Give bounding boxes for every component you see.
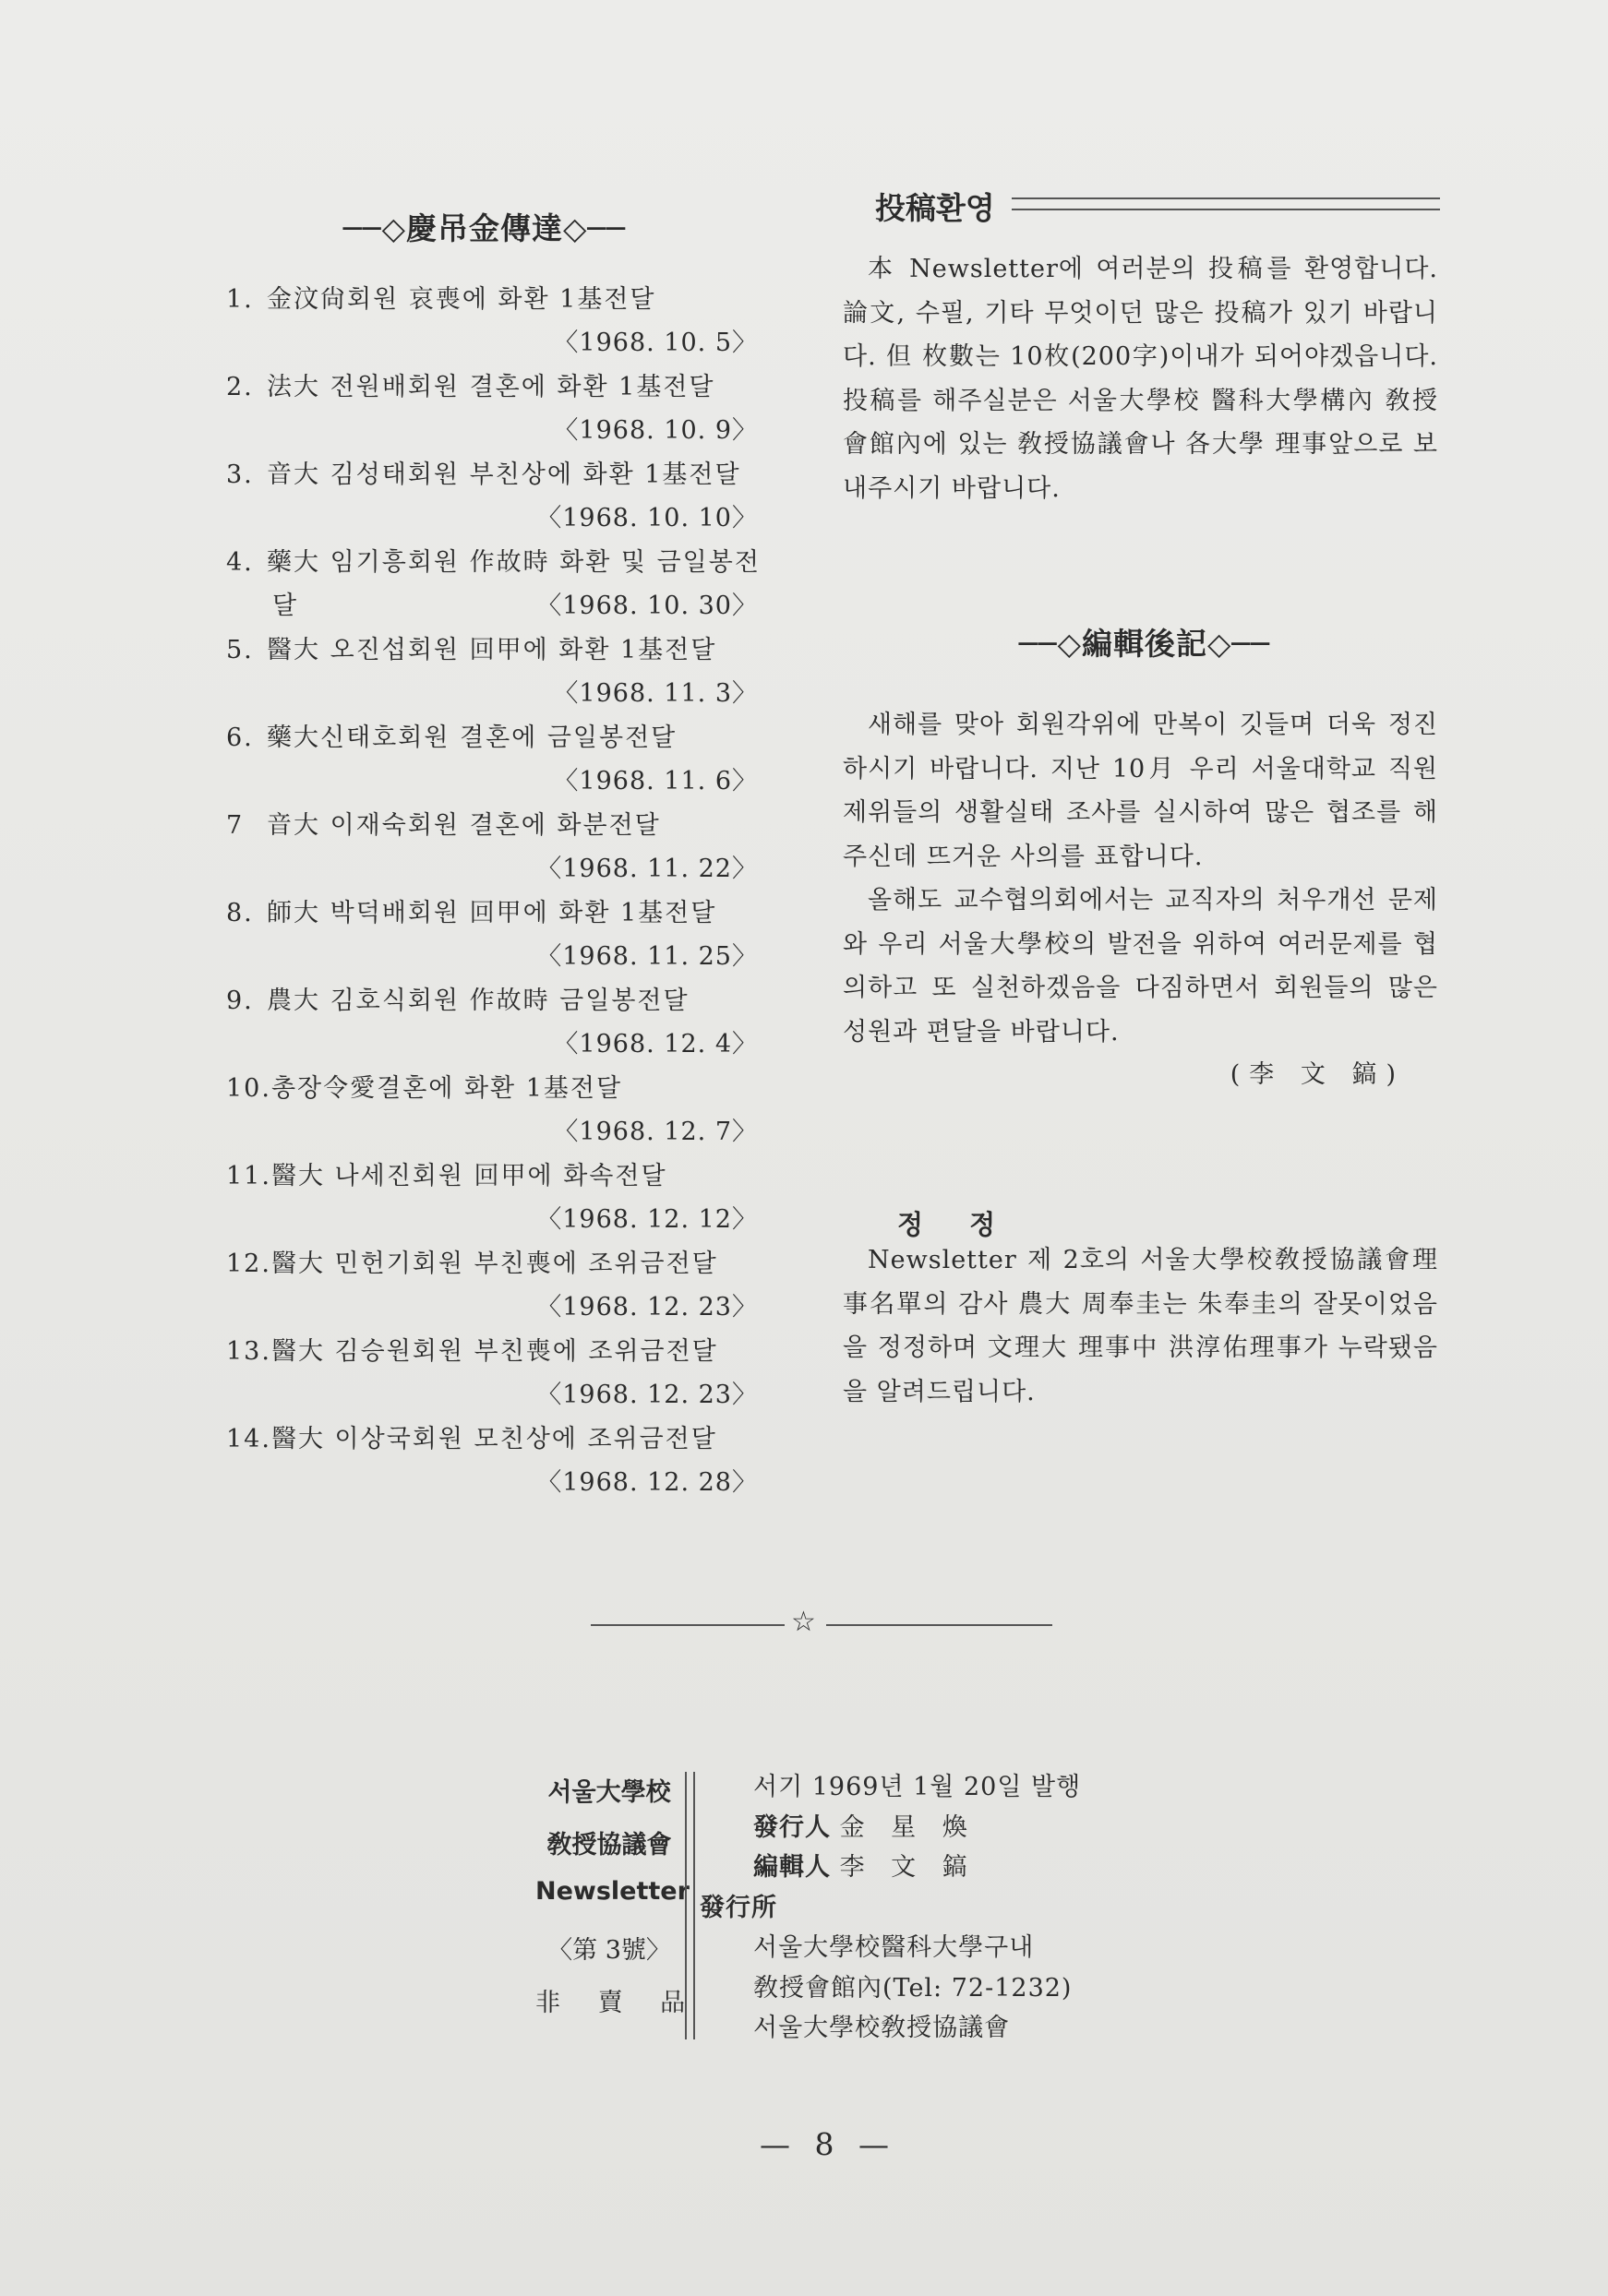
address-line: 敎授會館內(Tel: 72-1232) <box>753 1973 1073 2003</box>
welcome-paragraph: 本 Newsletter에 여러분의 投稿를 환영합니다. 論文, 수필, 기타 무엇이던 많은 投稿가 있기 바랍니다. 但 枚數는 10枚(200字)이내가 되어야겠읍니다. 投稿를 해주실분은 서울大學校 醫科大學構內 敎授會館內에 있는 敎授協議會나 各大學 理事앞으로 보내주시기 바랍니다. <box>843 255 1438 503</box>
list-item <box>226 366 780 454</box>
entry-date: 〈1968. 12. 23〉 <box>536 1293 758 1321</box>
entry-number: 14. <box>226 1425 271 1453</box>
entry-date: 〈1968. 12. 7〉 <box>553 1118 758 1146</box>
editor-signature: (李 文 鎬) <box>1230 1060 1405 1089</box>
list-item <box>226 279 780 366</box>
entry-date: 〈1968. 12. 28〉 <box>536 1468 758 1497</box>
entry-text: 藥大신태호회원 결혼에 금일봉전달 <box>267 723 678 752</box>
entry-date: 〈1968. 12. 4〉 <box>553 1030 758 1058</box>
publish-date: 서기 1969년 1월 20일 발행 <box>753 1773 1082 1801</box>
entry-number: 8. <box>226 899 254 927</box>
editor-note-body <box>843 703 1438 1054</box>
list-item <box>226 717 780 805</box>
list-item <box>226 1331 780 1418</box>
entry-date: 〈1968. 10. 10〉 <box>536 504 758 532</box>
entry-date: 〈1968. 11. 25〉 <box>536 942 758 971</box>
publisher-name: 金 星 煥 <box>839 1812 977 1842</box>
entry-number: 10. <box>226 1074 271 1103</box>
welcome-title: 投稿환영 <box>875 190 995 226</box>
entry-text: 音大 이재숙회원 결혼에 화분전달 <box>267 811 661 840</box>
entry-date: 〈1968. 11. 22〉 <box>536 855 758 883</box>
list-item <box>226 1243 780 1331</box>
editor-paragraph: 올해도 교수협의회에서는 교직자의 처우개선 문제와 우리 서울大學校의 발전을 위하여 여러문제를 협의하고 또 실천하겠음을 다짐하면서 회원들의 많은 성원과 편달을 바랍니다. <box>843 886 1438 1046</box>
page-number: — 8 — <box>760 2126 896 2162</box>
not-for-sale: 非 賣 品 <box>535 1989 701 2017</box>
list-item <box>226 1155 780 1243</box>
entry-text: 金汶尙회원 哀喪에 화환 1基전달 <box>267 285 656 314</box>
correction-paragraph: Newsletter 제 2호의 서울大學校敎授協議會理事名單의 감사 農大 周奉圭는 朱奉圭의 잘못이었음을 정정하며 文理大 理事中 洪淳佑理事가 누락됐음을 알려드립니다. <box>843 1246 1438 1406</box>
colophon-details <box>700 1766 1217 2048</box>
masthead-line: Newsletter <box>535 1877 690 1906</box>
entry-date: 〈1968. 10. 5〉 <box>553 329 758 357</box>
entry-date: 〈1968. 10. 9〉 <box>553 416 758 445</box>
list-item <box>226 805 780 892</box>
entry-text: 師大 박덕배회원 回甲에 화환 1基전달 <box>267 899 717 927</box>
list-item <box>226 892 780 980</box>
colophon-masthead <box>535 1772 701 2035</box>
correction-body <box>843 1238 1438 1414</box>
welcome-heading <box>875 185 1440 226</box>
entry-text: 醫大 김승원회원 부친喪에 조위금전달 <box>270 1337 718 1366</box>
double-rule <box>1012 197 1440 210</box>
office-label: 發行所 <box>700 1893 777 1922</box>
entry-text: 醫大 민헌기회원 부친喪에 조위금전달 <box>270 1250 718 1278</box>
entry-text: 醫大 이상국회원 모친상에 조위금전달 <box>270 1425 717 1453</box>
editor-label: 編輯人 <box>753 1853 831 1882</box>
editor-name: 李 文 鎬 <box>839 1853 977 1882</box>
list-item <box>226 1418 780 1506</box>
entry-text: 法大 전원배회원 결혼에 화환 1基전달 <box>267 373 715 401</box>
entry-number: 3. <box>226 460 254 489</box>
list-item <box>226 1068 780 1155</box>
separator-line-right <box>826 1624 1052 1626</box>
entry-number: 12. <box>226 1250 271 1278</box>
entry-number: 11. <box>226 1162 271 1190</box>
entry-text: 藥大 임기흥회원 作故時 화환 및 금일봉전 <box>267 548 761 577</box>
entry-text: 農大 김호식회원 作故時 금일봉전달 <box>267 987 690 1015</box>
list-item <box>226 629 780 717</box>
star-icon: ☆ <box>791 1606 816 1638</box>
issue-number: 〈第 3號〉 <box>547 1936 671 1965</box>
editor-note-title: ──◇編輯後記◇── <box>1018 626 1271 662</box>
separator <box>591 1606 1052 1638</box>
list-item <box>226 980 780 1068</box>
entry-number: 4. <box>226 548 254 577</box>
entry-date: 〈1968. 12. 12〉 <box>536 1205 758 1234</box>
condolence-section-title: ──◇慶吊金傳達◇── <box>342 210 627 246</box>
entry-text: 音大 김성태회원 부친상에 화환 1基전달 <box>267 460 741 489</box>
entry-text: 醫大 오진섭회원 回甲에 화환 1基전달 <box>267 636 717 664</box>
list-item <box>226 542 780 629</box>
separator-line-left <box>591 1624 785 1626</box>
entry-number: 6. <box>226 723 254 752</box>
masthead-line: 敎授協議會 <box>546 1831 672 1860</box>
address-line: 서울大學校敎授協議會 <box>753 2014 1011 2042</box>
entry-number: 13. <box>226 1337 271 1366</box>
entry-date: 〈1968. 10. 30〉 <box>536 592 758 620</box>
correction-title: 정 정 <box>897 1209 1014 1240</box>
welcome-body <box>843 247 1438 510</box>
entry-date: 〈1968. 11. 6〉 <box>553 767 758 795</box>
entry-continuation: 달 <box>272 592 297 620</box>
entry-number: 9. <box>226 987 254 1015</box>
entry-date: 〈1968. 11. 3〉 <box>553 679 758 708</box>
entry-number: 2. <box>226 373 254 401</box>
list-item <box>226 454 780 542</box>
condolence-list <box>226 279 780 1506</box>
entry-number: 5. <box>226 636 254 664</box>
entry-text: 총장令愛결혼에 화환 1基전달 <box>270 1074 623 1103</box>
editor-paragraph: 새해를 맞아 회원각위에 만복이 깃들며 더욱 정진하시기 바랍니다. 지난 10月 우리 서울대학교 직원제위들의 생활실태 조사를 실시하여 많은 협조를 해주신데 뜨거운 사의를 표합니다. <box>843 711 1438 871</box>
entry-number: 1. <box>226 285 254 314</box>
masthead-line: 서울大學校 <box>547 1778 671 1807</box>
colophon-divider <box>685 1772 695 2039</box>
publisher-label: 發行人 <box>753 1812 831 1842</box>
entry-date: 〈1968. 12. 23〉 <box>536 1381 758 1409</box>
entry-number: 7 <box>226 811 245 840</box>
entry-text: 醫大 나세진회원 回甲에 화속전달 <box>270 1162 667 1190</box>
address-line: 서울大學校醫科大學구내 <box>753 1933 1035 1962</box>
